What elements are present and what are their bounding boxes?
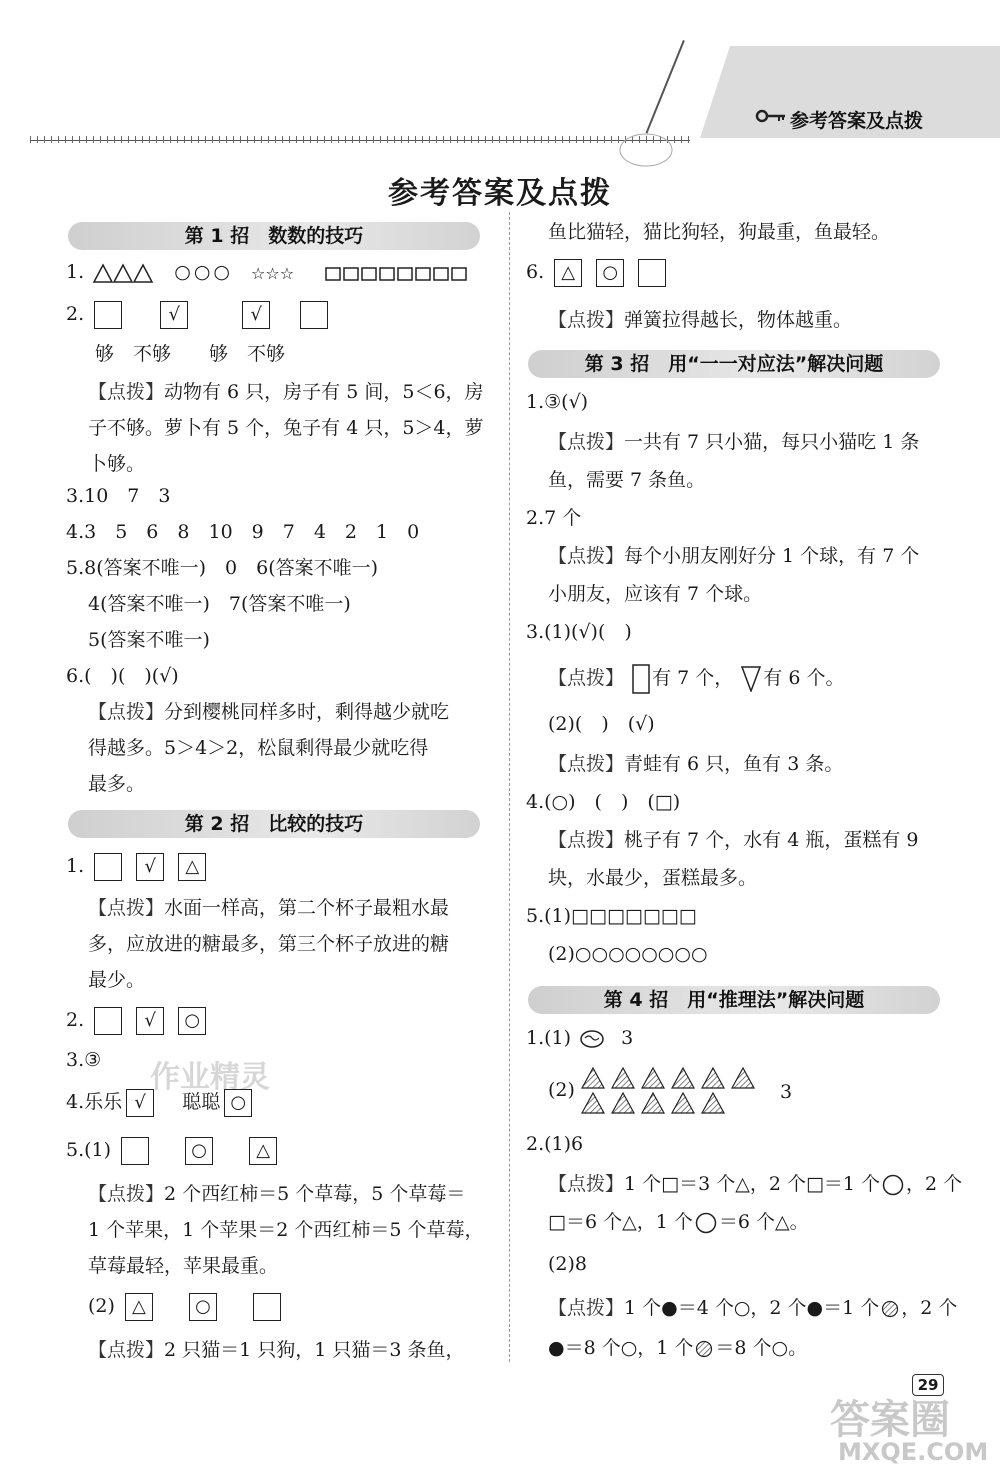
s1-q2-num: 2. [66, 303, 85, 325]
watermark-text: 作业精灵 [150, 1060, 270, 1095]
rectangle-icon [632, 664, 650, 694]
answer-box [253, 1293, 281, 1321]
tip-text: 有 7 个， [652, 667, 734, 689]
stars-icon [251, 263, 307, 283]
key-icon [755, 108, 787, 124]
s3-q2-tip-2: 小朋友，应该有 7 个球。 [548, 583, 763, 605]
answer-box-triangle: △ [125, 1293, 153, 1321]
tip-text: 2 个西红柿＝5 个草莓，5 个草莓＝ [164, 1183, 466, 1205]
s2-q2 [66, 1006, 210, 1035]
s4-q1-2-answer: 3 [780, 1081, 793, 1103]
s3-q1-tip-2: 鱼，需要 7 条鱼。 [548, 469, 706, 491]
answer-box [94, 1007, 122, 1035]
s4-q1-answer: 3 [621, 1027, 634, 1049]
answer-box-triangle: △ [178, 853, 206, 881]
answer-box [94, 301, 122, 329]
tip-label: 【点拨】 [548, 753, 625, 775]
s2-q4-a: 4.乐乐 [66, 1091, 123, 1113]
tip-label: 【点拨】 [88, 1183, 165, 1205]
s1-q5-a: 5.8(答案不唯一) 0 6(答案不唯一) [66, 557, 379, 579]
s2-q5-2-num: (2) [88, 1295, 115, 1317]
r-q6-tip [548, 306, 852, 334]
s2-q3: 3.③ [66, 1049, 102, 1071]
s2-q5-tip-4 [88, 1336, 465, 1364]
answer-box-check: √ [242, 301, 270, 329]
tip-text: 水面一样高，第二个杯子最粗水最 [164, 897, 450, 919]
s1-q1-num: 1. [66, 261, 85, 283]
tip-label: 【点拨】 [548, 545, 625, 567]
tip-label: 【点拨】 [88, 1339, 165, 1361]
s4-q1-2 [548, 1076, 575, 1104]
s3-q3: 3.(1)(√)( ) [526, 621, 632, 643]
answer-box-circle: ○ [189, 1293, 217, 1321]
s4-q1 [526, 1024, 633, 1052]
answer-box-circle: ○ [178, 1007, 206, 1035]
s1-q1-circles: ○○○ [174, 261, 233, 283]
tip-text: 分到樱桃同样多时，剩得越少就吃 [164, 701, 450, 723]
watermark-logo: 答案圈 [830, 1397, 950, 1443]
answer-box-check: √ [136, 1007, 164, 1035]
answer-box [300, 301, 328, 329]
down-triangle-icon [741, 666, 761, 692]
header-slash [646, 40, 685, 133]
tip-text: 青蛙有 6 只，鱼有 3 条。 [624, 753, 844, 775]
s2-q1-tip-2: 多，应放进的糖最多，第三个杯子放进的糖 [88, 933, 450, 955]
s1-q2-labels: 够 不够 够 不够 [95, 343, 286, 365]
s2-q4 [66, 1088, 256, 1117]
s1-q6: 6.( )( )(√) [66, 665, 179, 687]
tip-label: 【点拨】 [548, 1173, 625, 1195]
s3-q1: 1.③(√) [526, 391, 589, 413]
striped-circle-icon [695, 1340, 713, 1358]
answer-box-check: √ [136, 853, 164, 881]
header-label: 参考答案及点拨 [790, 110, 924, 132]
s2-q1-num: 1. [66, 855, 85, 877]
watermark-url: MXQE.COM [838, 1438, 989, 1466]
brain-icon [579, 1028, 605, 1050]
circle-icon [695, 1212, 717, 1234]
s3-q2-tip-1 [548, 542, 919, 570]
s4-q2-tip-2 [548, 1208, 809, 1236]
section-4-title: 第 4 招 用“推理法”解决问题 [528, 986, 940, 1014]
tip-label: 【点拨】 [548, 431, 625, 453]
tip-label: 【点拨】 [88, 897, 165, 919]
s1-q3: 3.10 7 3 [66, 485, 171, 507]
s1-q2-tip-3: 卜够。 [88, 453, 146, 475]
tip-text: 2 只猫＝1 只狗，1 只猫＝3 条鱼， [164, 1339, 465, 1361]
answer-box [94, 853, 122, 881]
striped-circle-icon [881, 1300, 899, 1318]
section-3-title: 第 3 招 用“一一对应法”解决问题 [528, 350, 940, 378]
s1-q6-tip-2: 得越多。5＞4＞2，松鼠剩得最少就吃得 [88, 737, 429, 759]
answer-box-triangle: △ [249, 1137, 277, 1165]
tip-text: 每个小朋友刚好分 1 个球，有 7 个 [624, 545, 920, 567]
s4-q1-num: 1.(1) [526, 1027, 572, 1049]
section-1-title: 第 1 招 数数的技巧 [68, 222, 480, 250]
s2-q5-tip-3: 草莓最轻，苹果最重。 [88, 1255, 279, 1277]
s3-q2: 2.7 个 [526, 507, 582, 529]
s2-q1-tip-1 [88, 894, 449, 922]
stamp-logo [618, 132, 674, 168]
answer-box [638, 259, 666, 287]
tip-label: 【点拨】 [88, 381, 165, 403]
s4-q2-tip-1 [548, 1170, 962, 1198]
s4-q2-2: (2)8 [548, 1253, 588, 1275]
tip-label: 【点拨】 [548, 829, 625, 851]
answer-box [121, 1137, 149, 1165]
s3-q5-b: (2)○○○○○○○○ [548, 943, 708, 965]
triangles-icon [92, 262, 156, 284]
squares-icon [325, 264, 467, 282]
shaded-triangles-icon [580, 1066, 764, 1116]
answer-box-circle: ○ [224, 1089, 252, 1117]
s1-q6-tip-1 [88, 698, 449, 726]
s3-q3-tip [548, 664, 844, 694]
answer-box-circle: ○ [596, 259, 624, 287]
tip-text: 桃子有 7 个，水有 4 瓶，蛋糕有 9 [624, 829, 919, 851]
s1-q2-tip-1 [88, 378, 484, 406]
s2-q1 [66, 852, 210, 881]
answer-box-triangle: △ [554, 259, 582, 287]
tip-text: ，2 个 [901, 1297, 958, 1319]
s4-q2-tip-3 [548, 1294, 957, 1322]
tip-text: 一共有 7 只小猫，每只小猫吃 1 条 [624, 431, 920, 453]
s4-q1-2-num: (2) [548, 1079, 575, 1101]
circle-icon [882, 1174, 904, 1196]
s1-q5-b: 4(答案不唯一) 7(答案不唯一) [88, 593, 351, 615]
answer-box-circle: ○ [185, 1137, 213, 1165]
r-q6 [526, 258, 670, 287]
tip-text: ，2 个 [906, 1173, 963, 1195]
s2-q4-b: 聪聪 [182, 1091, 221, 1113]
s1-q6-tip-3: 最多。 [88, 773, 146, 795]
column-divider [509, 212, 511, 1362]
s3-q1-tip-1 [548, 428, 919, 456]
s2-q5 [66, 1136, 281, 1165]
tip-text: 1 个□＝3 个△，2 个□＝1 个 [624, 1173, 881, 1195]
tip-text: ＝6 个△。 [718, 1211, 809, 1233]
ruler-ticks [30, 131, 690, 143]
answer-box-check: √ [160, 301, 188, 329]
r-continuation: 鱼比猫轻，猫比狗轻，狗最重，鱼最轻。 [548, 221, 891, 243]
s2-q2-num: 2. [66, 1009, 85, 1031]
s1-q4: 4.3 5 6 8 10 9 7 4 2 1 0 [66, 521, 420, 543]
s3-q3-tip-2 [548, 750, 843, 778]
s1-q5-c: 5(答案不唯一) [88, 629, 210, 651]
header-ruler [30, 128, 690, 141]
tip-text: 有 6 个。 [763, 667, 845, 689]
s1-q1 [66, 258, 469, 286]
s3-q3-2: (2)( ) (√) [548, 713, 655, 735]
section-2-title: 第 2 招 比较的技巧 [68, 810, 480, 838]
tip-text: 弹簧拉得越长，物体越重。 [624, 309, 853, 331]
tip-text: 动物有 6 只，房子有 5 间，5＜6，房 [164, 381, 484, 403]
tip-text: 1 个●＝4 个○，2 个●＝1 个 [624, 1297, 880, 1319]
page-title: 参考答案及点拨 [388, 176, 612, 211]
s2-q5-tip-2: 1 个苹果，1 个苹果＝2 个西红柿＝5 个草莓， [88, 1219, 484, 1241]
s4-q2-tip-4 [548, 1334, 807, 1362]
tip-text: □＝6 个△，1 个 [548, 1211, 693, 1233]
s2-q5-2 [88, 1292, 285, 1321]
s2-q5-num: 5.(1) [66, 1139, 112, 1161]
svg-text:☆☆☆: ☆☆☆ [251, 264, 295, 283]
tip-text: ＝8 个○。 [715, 1337, 808, 1359]
s3-q4-tip-1 [548, 826, 918, 854]
tip-text: ●＝8 个○，1 个 [548, 1337, 694, 1359]
tip-label: 【点拨】 [548, 309, 625, 331]
s1-q2-tip-2: 子不够。萝卜有 5 个，兔子有 4 只，5＞4，萝 [88, 417, 484, 439]
s3-q4-tip-2: 块，水最少，蛋糕最多。 [548, 867, 758, 889]
s3-q5-a: 5.(1)□□□□□□□ [526, 905, 697, 927]
r-q6-num: 6. [526, 261, 545, 283]
s1-q2 [66, 300, 332, 329]
s4-q2: 2.(1)6 [526, 1133, 584, 1155]
answer-box-check: √ [126, 1089, 154, 1117]
tip-label: 【点拨】 [88, 701, 165, 723]
tip-label: 【点拨】 [548, 1297, 625, 1319]
tip-label: 【点拨】 [548, 667, 625, 689]
s2-q1-tip-3: 最少。 [88, 969, 146, 991]
s3-q4: 4.(○) ( ) (□) [526, 791, 681, 813]
page-number: 29 [912, 1374, 944, 1396]
s2-q5-tip-1 [88, 1180, 465, 1208]
